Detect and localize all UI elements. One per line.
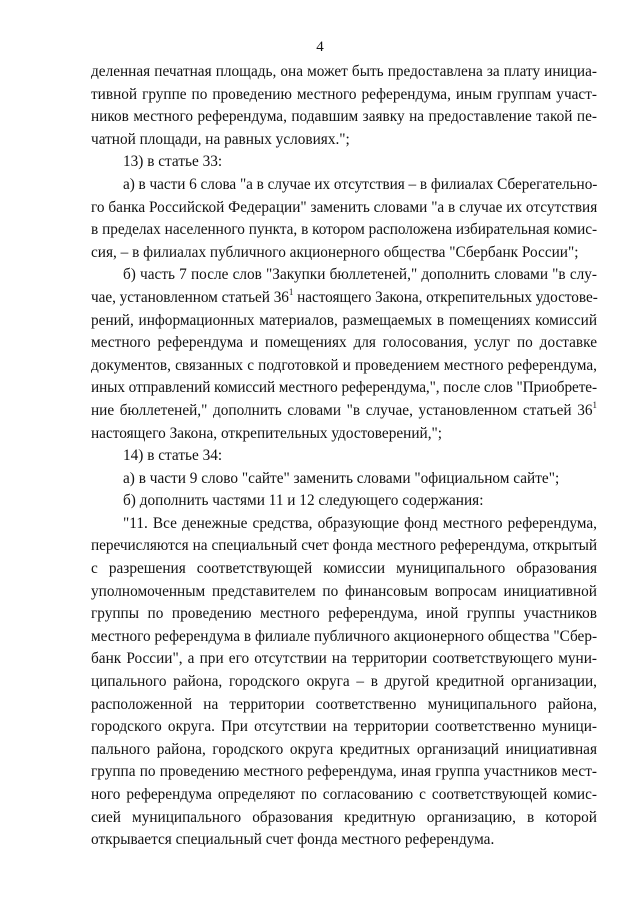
text-line-content: тивной группе по проведению местного референдума, иным группам участ-	[91, 85, 597, 103]
text-line	[91, 626, 597, 649]
text-line-content: сией муниципального образования кредитную организацию, в которой	[91, 808, 597, 826]
text-line	[91, 829, 597, 852]
text-line	[91, 61, 597, 84]
text-line-content: с разрешения соответствующей комиссии муниципального образования	[91, 560, 597, 578]
text-line	[91, 377, 597, 400]
text-line	[91, 151, 597, 174]
text-line-content: группы по проведению местного референдума, иной группы участников	[91, 605, 597, 623]
text-line-content: пального района, городского округа кредитных организаций инициативная	[91, 740, 597, 758]
text-line	[91, 287, 597, 310]
text-line-content: "11. Все денежные средства, образующие фонд местного референдума,	[123, 514, 597, 532]
text-line-content: сия, – в филиалах публичного акционерного общества "Сбербанк России";	[91, 243, 579, 261]
text-line	[91, 355, 597, 378]
text-line-content: го банка Российской Федерации" заменить словами "а в случае их отсутствия	[91, 198, 598, 216]
text-line-content: расположенной на территории соответственно муниципального района,	[91, 695, 597, 713]
text-line	[91, 558, 597, 581]
text-line	[91, 400, 597, 423]
text-line	[91, 784, 597, 807]
text-line	[91, 242, 597, 265]
text-line	[91, 332, 597, 355]
text-line	[91, 84, 597, 107]
text-line-content: местного референдума в филиале публичного акционерного общества "Сбер-	[91, 627, 598, 645]
text-line-content: ние бюллетеней," дополнить словами "в случае, установленном статьей 36	[91, 401, 593, 419]
text-line	[91, 490, 597, 513]
text-line	[91, 671, 597, 694]
text-line	[91, 468, 597, 491]
text-line-content: группа по проведению местного референдума, иная группа участников мест-	[91, 763, 597, 781]
text-line	[91, 106, 597, 129]
text-line	[91, 807, 597, 830]
text-line	[91, 423, 597, 446]
superscript: 1	[592, 399, 597, 410]
text-line-content: настоящего Закона, открепительных удостоверений,";	[91, 424, 443, 442]
text-line-content: документов, связанных с подготовкой и проведением местного референдума,	[91, 356, 597, 374]
text-line-content: чае, установленном статьей 36	[91, 288, 289, 306]
text-line-content: рений, информационных материалов, размещаемых в помещениях комиссий	[91, 311, 597, 329]
text-line-content: а) в части 6 слова "а в случае их отсутствия – в филиалах Сберегательно-	[123, 175, 598, 193]
document-body	[91, 61, 597, 852]
text-line	[91, 513, 597, 536]
text-line	[91, 174, 597, 197]
text-line	[91, 310, 597, 333]
text-line	[91, 739, 597, 762]
text-line	[91, 445, 597, 468]
text-line-content: перечисляются на специальный счет фонда местного референдума, открытый	[91, 537, 597, 555]
text-line-content: иных отправлений комиссий местного референдума,", после слов "Приобрете-	[91, 379, 597, 397]
text-line-content: ников местного референдума, подавшим заявку на предоставление такой пе-	[91, 108, 597, 126]
text-line	[91, 535, 597, 558]
text-line-content: б) дополнить частями 11 и 12 следующего содержания:	[123, 492, 484, 510]
text-line	[91, 264, 597, 287]
text-line-content: ного референдума определяют по согласованию с соответствующей комис-	[91, 786, 597, 803]
text-line	[91, 603, 597, 626]
text-line	[91, 219, 597, 242]
text-line-content: деленная печатная площадь, она может быть предоставлена за плату инициа-	[91, 63, 597, 80]
text-line-content: ципального района, городского округа – в другой кредитной организации,	[91, 673, 597, 691]
superscript: 1	[288, 286, 294, 297]
text-line	[91, 197, 597, 220]
text-line-content: открывается специальный счет фонда местного референдума.	[91, 831, 495, 849]
text-line-content: а) в части 9 слово "сайте" заменить словами "официальном сайте";	[123, 469, 560, 487]
text-line	[91, 129, 597, 152]
text-line-content: местного референдума и помещениях для голосования, услуг по доставке	[91, 334, 597, 352]
text-line	[91, 716, 597, 739]
text-line-content: 14) в статье 34:	[123, 447, 223, 465]
text-line-content: чатной площади, на равных условиях.";	[91, 130, 350, 148]
page-number: 4	[316, 39, 324, 55]
text-line	[91, 694, 597, 717]
text-line	[91, 648, 597, 671]
text-line-content: уполномоченным представителем по финансовым вопросам инициативной	[91, 582, 597, 600]
text-line-content: городского округа. При отсутствии на территории соответственно муници-	[91, 718, 597, 736]
text-line-content: банк России", а при его отсутствии на территории соответствующего муни-	[91, 650, 597, 668]
text-line-content: б) часть 7 после слов "Закупки бюллетеней," дополнить словами "в слу-	[123, 266, 597, 284]
text-line	[91, 761, 597, 784]
text-line-content: 13) в статье 33:	[123, 153, 223, 171]
text-line-content: в пределах населенного пункта, в котором расположена избирательная комис-	[91, 221, 597, 239]
text-line	[91, 581, 597, 604]
text-line-continuation: настоящего Закона, открепительных удостове-	[293, 288, 598, 306]
